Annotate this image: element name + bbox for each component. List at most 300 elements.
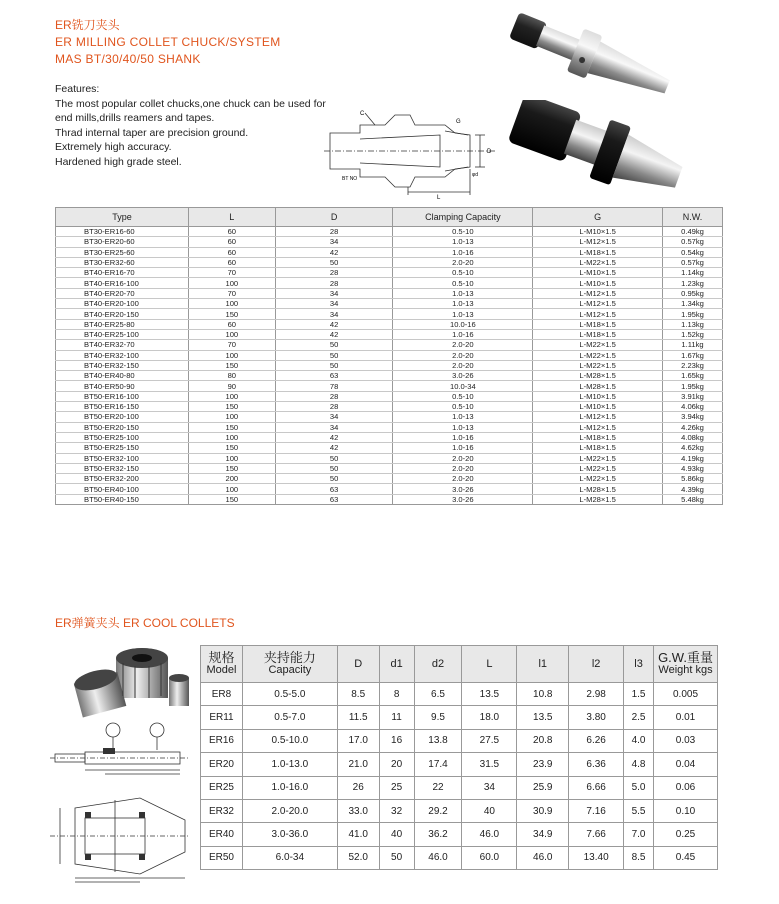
table-cell: 150: [188, 360, 275, 370]
table-row: [201, 683, 718, 706]
table-cell: 4.26kg: [663, 422, 723, 432]
col-header-d: D: [337, 646, 379, 683]
table-cell: 90: [188, 381, 275, 391]
table-cell: BT50-ER16-100: [56, 391, 189, 401]
table-cell: 40: [379, 823, 414, 846]
table-cell: 1.5: [624, 683, 654, 706]
table-cell: BT50-ER40-150: [56, 494, 189, 504]
table-cell: 0.5-10: [393, 268, 533, 278]
table-cell: 2.0-20: [393, 340, 533, 350]
table-cell: L-M22×1.5: [533, 463, 663, 473]
table-cell: 150: [188, 443, 275, 453]
table-cell: 0.03: [654, 729, 718, 752]
table-row: [56, 247, 723, 257]
table-cell: 20.8: [517, 729, 569, 752]
table-cell: BT30-ER16-60: [56, 227, 189, 237]
table-cell: 200: [188, 474, 275, 484]
table-cell: 0.5-10: [393, 227, 533, 237]
table-cell: 0.25: [654, 823, 718, 846]
table-cell: 28: [275, 402, 393, 412]
table-cell: 2.0-20.0: [242, 799, 337, 822]
table-row: [201, 823, 718, 846]
table-cell: 63: [275, 371, 393, 381]
table-cell: 18.0: [462, 706, 517, 729]
table-cell: 0.95kg: [663, 288, 723, 298]
feature-line: The most popular collet chucks,one chuck can be used for: [55, 97, 326, 110]
table-cell: L-M28×1.5: [533, 371, 663, 381]
table-cell: BT50-ER32-200: [56, 474, 189, 484]
table-cell: 8.5: [337, 683, 379, 706]
table-cell: 4.93kg: [663, 463, 723, 473]
table-cell: 1.52kg: [663, 329, 723, 339]
col-header-d1: d1: [379, 646, 414, 683]
table-cell: 3.94kg: [663, 412, 723, 422]
table-cell: BT40-ER40-80: [56, 371, 189, 381]
table-cell: 1.95kg: [663, 309, 723, 319]
table-cell: BT40-ER25-80: [56, 319, 189, 329]
table-cell: 0.06: [654, 776, 718, 799]
table-cell: 6.66: [569, 776, 624, 799]
table-cell: 25.9: [517, 776, 569, 799]
table-cell: 5.86kg: [663, 474, 723, 484]
table-cell: 60: [188, 227, 275, 237]
table-cell: 0.54kg: [663, 247, 723, 257]
table-cell: BT50-ER16-150: [56, 402, 189, 412]
table-cell: BT40-ER16-100: [56, 278, 189, 288]
table-cell: ER16: [201, 729, 243, 752]
table-cell: L-M18×1.5: [533, 319, 663, 329]
table-cell: 50: [275, 257, 393, 267]
table-cell: 2.23kg: [663, 360, 723, 370]
table-cell: 34.9: [517, 823, 569, 846]
table-cell: BT50-ER32-150: [56, 463, 189, 473]
table-cell: BT40-ER20-100: [56, 299, 189, 309]
table-cell: BT40-ER20-70: [56, 288, 189, 298]
table-row: [56, 371, 723, 381]
table-cell: 22: [414, 776, 462, 799]
table-row: [56, 278, 723, 288]
table-cell: 6.36: [569, 753, 624, 776]
table-cell: L-M10×1.5: [533, 402, 663, 412]
table-row: [201, 753, 718, 776]
table-row: [56, 350, 723, 360]
table-row: [56, 288, 723, 298]
table-cell: 10.0-16: [393, 319, 533, 329]
table-cell: 0.49kg: [663, 227, 723, 237]
table-cell: L-M28×1.5: [533, 484, 663, 494]
table-cell: 63: [275, 484, 393, 494]
table-cell: 28: [275, 278, 393, 288]
col-header-capacity: Clamping Capacity: [393, 208, 533, 227]
table-cell: 2.0-20: [393, 474, 533, 484]
drawing-label-phid: φd: [472, 172, 479, 178]
table-cell: BT40-ER32-70: [56, 340, 189, 350]
table-cell: 11.5: [337, 706, 379, 729]
table-cell: 34: [462, 776, 517, 799]
table-row: [201, 776, 718, 799]
col-header-nw: N.W.: [663, 208, 723, 227]
table-cell: 33.0: [337, 799, 379, 822]
table-cell: 63: [275, 494, 393, 504]
table-cell: 11: [379, 706, 414, 729]
table-cell: 0.005: [654, 683, 718, 706]
table-row: [56, 257, 723, 267]
table-cell: 1.65kg: [663, 371, 723, 381]
table-cell: 41.0: [337, 823, 379, 846]
table-cell: 1.34kg: [663, 299, 723, 309]
table-cell: L-M10×1.5: [533, 227, 663, 237]
table-cell: 7.0: [624, 823, 654, 846]
table-cell: 1.95kg: [663, 381, 723, 391]
table-cell: 4.19kg: [663, 453, 723, 463]
table-cell: 2.0-20: [393, 350, 533, 360]
table-cell: 8: [379, 683, 414, 706]
table-cell: 6.26: [569, 729, 624, 752]
table-row: [56, 309, 723, 319]
table-cell: 40: [462, 799, 517, 822]
table-cell: L-M22×1.5: [533, 453, 663, 463]
table-row: [56, 360, 723, 370]
collet-spec-table: [200, 645, 718, 870]
table-row: [201, 729, 718, 752]
drawing-label-btno: BT NO: [342, 176, 358, 182]
header-title-line2: MAS BT/30/40/50 SHANK: [55, 52, 201, 66]
table-cell: 70: [188, 288, 275, 298]
table-cell: 2.0-20: [393, 453, 533, 463]
table-cell: 100: [188, 484, 275, 494]
col-header-d2: d2: [414, 646, 462, 683]
table-cell: BT50-ER40-100: [56, 484, 189, 494]
chuck-photo-black: [505, 100, 685, 205]
collet-drawing-section: [45, 790, 195, 885]
table-cell: 0.10: [654, 799, 718, 822]
table-cell: 13.40: [569, 846, 624, 869]
chuck-photo-silver: [498, 6, 683, 101]
table-cell: 20: [379, 753, 414, 776]
table-cell: 50: [275, 453, 393, 463]
table-cell: L-M28×1.5: [533, 494, 663, 504]
table-row: [56, 474, 723, 484]
table-cell: 27.5: [462, 729, 517, 752]
table-cell: BT50-ER20-150: [56, 422, 189, 432]
table-cell: BT50-ER25-150: [56, 443, 189, 453]
table-cell: 17.0: [337, 729, 379, 752]
table-cell: 80: [188, 371, 275, 381]
feature-line: Thrad internal taper are precision ground.: [55, 126, 249, 139]
table-cell: 42: [275, 443, 393, 453]
table-cell: 5.5: [624, 799, 654, 822]
table-cell: 0.5-5.0: [242, 683, 337, 706]
table-cell: BT50-ER25-100: [56, 432, 189, 442]
table-cell: 0.01: [654, 706, 718, 729]
table-cell: 100: [188, 299, 275, 309]
table-cell: 2.0-20: [393, 463, 533, 473]
table-cell: 4.0: [624, 729, 654, 752]
table-cell: 0.57kg: [663, 257, 723, 267]
col-header-l: L: [462, 646, 517, 683]
table-cell: L-M22×1.5: [533, 360, 663, 370]
col-header-d: D: [275, 208, 393, 227]
table-row: [56, 391, 723, 401]
table-cell: 150: [188, 402, 275, 412]
table-row: [56, 381, 723, 391]
table-cell: 150: [188, 309, 275, 319]
table-cell: 30.9: [517, 799, 569, 822]
table-cell: 4.39kg: [663, 484, 723, 494]
table-cell: 46.0: [462, 823, 517, 846]
table-cell: 1.23kg: [663, 278, 723, 288]
table-cell: L-M10×1.5: [533, 391, 663, 401]
table-cell: ER40: [201, 823, 243, 846]
table-cell: ER11: [201, 706, 243, 729]
table-cell: 16: [379, 729, 414, 752]
table-cell: 2.0-20: [393, 360, 533, 370]
table-cell: 0.45: [654, 846, 718, 869]
table-cell: ER20: [201, 753, 243, 776]
table-cell: 28: [275, 391, 393, 401]
feature-line: Extremely high accuracy.: [55, 141, 172, 153]
table-cell: 13.5: [517, 706, 569, 729]
table-cell: L-M10×1.5: [533, 268, 663, 278]
drawing-label-l: L: [437, 195, 441, 200]
table-cell: L-M18×1.5: [533, 247, 663, 257]
table-cell: 1.14kg: [663, 268, 723, 278]
features-block: [55, 82, 326, 169]
table-cell: 3.0-26: [393, 494, 533, 504]
col-header-g: G: [533, 208, 663, 227]
table-cell: L-M18×1.5: [533, 432, 663, 442]
table-cell: L-M28×1.5: [533, 381, 663, 391]
table-cell: 100: [188, 350, 275, 360]
collet-drawing-side: [45, 718, 195, 788]
table-cell: 6.0-34: [242, 846, 337, 869]
table-cell: BT40-ER16-70: [56, 268, 189, 278]
table-row: [56, 432, 723, 442]
table-cell: 1.0-16: [393, 329, 533, 339]
table-cell: 150: [188, 494, 275, 504]
table-cell: 50: [275, 350, 393, 360]
table-cell: 7.66: [569, 823, 624, 846]
table-cell: 9.5: [414, 706, 462, 729]
table-cell: 46.0: [414, 846, 462, 869]
table-row: [56, 227, 723, 237]
header-title-zh: ER铣刀夹头: [55, 18, 120, 32]
table-cell: L-M12×1.5: [533, 299, 663, 309]
col-header-weight: G.W.重量 Weight kgs: [654, 646, 718, 683]
table-cell: L-M22×1.5: [533, 474, 663, 484]
table-cell: 34: [275, 422, 393, 432]
table-cell: 100: [188, 391, 275, 401]
col-header-l3: l3: [624, 646, 654, 683]
table-cell: 3.0-26: [393, 371, 533, 381]
table-cell: 3.0-26: [393, 484, 533, 494]
table-cell: 52.0: [337, 846, 379, 869]
table-row: [56, 453, 723, 463]
table-cell: L-M12×1.5: [533, 237, 663, 247]
table-cell: 0.5-10.0: [242, 729, 337, 752]
table-cell: 3.91kg: [663, 391, 723, 401]
table-cell: 34: [275, 237, 393, 247]
table-row: [56, 484, 723, 494]
table-cell: 1.0-13: [393, 237, 533, 247]
features-title: Features:: [55, 83, 100, 95]
table-cell: BT50-ER32-100: [56, 453, 189, 463]
table-row: [56, 329, 723, 339]
table-row: [201, 846, 718, 869]
table-cell: BT40-ER50-90: [56, 381, 189, 391]
table-cell: 1.0-13: [393, 412, 533, 422]
table-cell: 32: [379, 799, 414, 822]
table-cell: BT40-ER32-150: [56, 360, 189, 370]
table-cell: 4.06kg: [663, 402, 723, 412]
table-cell: 4.62kg: [663, 443, 723, 453]
table-cell: 0.5-7.0: [242, 706, 337, 729]
table-row: [56, 268, 723, 278]
table-cell: 0.57kg: [663, 237, 723, 247]
table-row: [56, 299, 723, 309]
table-row: [56, 422, 723, 432]
table-row: [56, 237, 723, 247]
table-row: [56, 463, 723, 473]
table-cell: L-M12×1.5: [533, 309, 663, 319]
table-header-row: [56, 208, 723, 227]
table-cell: ER50: [201, 846, 243, 869]
table-cell: L-M22×1.5: [533, 257, 663, 267]
table-cell: 60: [188, 319, 275, 329]
table-cell: 2.98: [569, 683, 624, 706]
table-cell: 2.0-20: [393, 257, 533, 267]
table-cell: 5.48kg: [663, 494, 723, 504]
table-cell: BT40-ER32-100: [56, 350, 189, 360]
table-cell: 1.0-16: [393, 247, 533, 257]
feature-line: Hardened high grade steel.: [55, 155, 182, 168]
table-cell: 26: [337, 776, 379, 799]
table-cell: ER32: [201, 799, 243, 822]
table-cell: 31.5: [462, 753, 517, 776]
chuck-technical-drawing: [320, 105, 500, 200]
table-cell: 34: [275, 412, 393, 422]
table-cell: 1.67kg: [663, 350, 723, 360]
table-cell: 100: [188, 412, 275, 422]
table-cell: 42: [275, 329, 393, 339]
page-header: [55, 17, 281, 68]
table-cell: L-M10×1.5: [533, 278, 663, 288]
table-cell: L-M12×1.5: [533, 288, 663, 298]
table-cell: 100: [188, 453, 275, 463]
table-cell: 2.5: [624, 706, 654, 729]
table-cell: 50: [275, 463, 393, 473]
collets-photo: [57, 638, 197, 723]
table-cell: L-M12×1.5: [533, 412, 663, 422]
drawing-label-c: C: [360, 111, 365, 117]
table-cell: 3.0-36.0: [242, 823, 337, 846]
table-cell: 0.5-10: [393, 278, 533, 288]
table-cell: 17.4: [414, 753, 462, 776]
table-cell: ER25: [201, 776, 243, 799]
table-cell: 5.0: [624, 776, 654, 799]
table-cell: 0.04: [654, 753, 718, 776]
table-cell: 1.0-13: [393, 288, 533, 298]
table-cell: BT40-ER25-100: [56, 329, 189, 339]
header-title-line1: ER MILLING COLLET CHUCK/SYSTEM: [55, 35, 281, 49]
table-cell: 70: [188, 340, 275, 350]
table-cell: 1.0-13.0: [242, 753, 337, 776]
table-cell: 1.11kg: [663, 340, 723, 350]
col-header-l1: l1: [517, 646, 569, 683]
table-cell: 36.2: [414, 823, 462, 846]
table-cell: BT30-ER25-60: [56, 247, 189, 257]
table-row: [201, 706, 718, 729]
table-cell: 10.8: [517, 683, 569, 706]
table-cell: 21.0: [337, 753, 379, 776]
table-cell: 4.8: [624, 753, 654, 776]
table-cell: L-M22×1.5: [533, 340, 663, 350]
table-header-row: [201, 646, 718, 683]
table-cell: 25: [379, 776, 414, 799]
table-cell: 60: [188, 247, 275, 257]
table-cell: 34: [275, 288, 393, 298]
table-cell: 100: [188, 329, 275, 339]
table-cell: 42: [275, 247, 393, 257]
section-title-collets: ER弹簧夹头 ER COOL COLLETS: [55, 616, 235, 630]
table-cell: 70: [188, 268, 275, 278]
table-cell: 4.08kg: [663, 432, 723, 442]
table-cell: L-M22×1.5: [533, 350, 663, 360]
table-cell: 100: [188, 278, 275, 288]
table-cell: 34: [275, 299, 393, 309]
table-cell: 50: [275, 360, 393, 370]
table-cell: L-M12×1.5: [533, 422, 663, 432]
table-cell: 42: [275, 432, 393, 442]
table-cell: 60: [188, 257, 275, 267]
table-cell: 50: [275, 340, 393, 350]
table-row: [56, 340, 723, 350]
table-cell: 10.0-34: [393, 381, 533, 391]
table-cell: 1.0-13: [393, 299, 533, 309]
table-cell: 13.8: [414, 729, 462, 752]
table-cell: 1.0-16: [393, 432, 533, 442]
table-cell: 28: [275, 227, 393, 237]
table-cell: 34: [275, 309, 393, 319]
table-cell: 78: [275, 381, 393, 391]
chuck-spec-table: [55, 207, 723, 505]
table-cell: 3.80: [569, 706, 624, 729]
table-cell: 60.0: [462, 846, 517, 869]
table-cell: 7.16: [569, 799, 624, 822]
table-cell: 8.5: [624, 846, 654, 869]
table-row: [56, 494, 723, 504]
col-header-capacity: 夹持能力 Capacity: [242, 646, 337, 683]
table-cell: 50: [379, 846, 414, 869]
table-cell: 0.5-10: [393, 402, 533, 412]
table-cell: BT40-ER20-150: [56, 309, 189, 319]
table-cell: BT30-ER32-60: [56, 257, 189, 267]
table-row: [56, 412, 723, 422]
table-cell: 42: [275, 319, 393, 329]
table-cell: ER8: [201, 683, 243, 706]
col-header-model: 规格 Model: [201, 646, 243, 683]
table-row: [56, 402, 723, 412]
table-cell: 46.0: [517, 846, 569, 869]
table-cell: 150: [188, 422, 275, 432]
table-cell: 100: [188, 432, 275, 442]
table-cell: 28: [275, 268, 393, 278]
feature-line: end mills,drills reamers and tapes.: [55, 112, 215, 124]
table-row: [56, 319, 723, 329]
table-cell: 1.0-16.0: [242, 776, 337, 799]
table-cell: 1.0-16: [393, 443, 533, 453]
drawing-label-d: D: [487, 149, 492, 155]
